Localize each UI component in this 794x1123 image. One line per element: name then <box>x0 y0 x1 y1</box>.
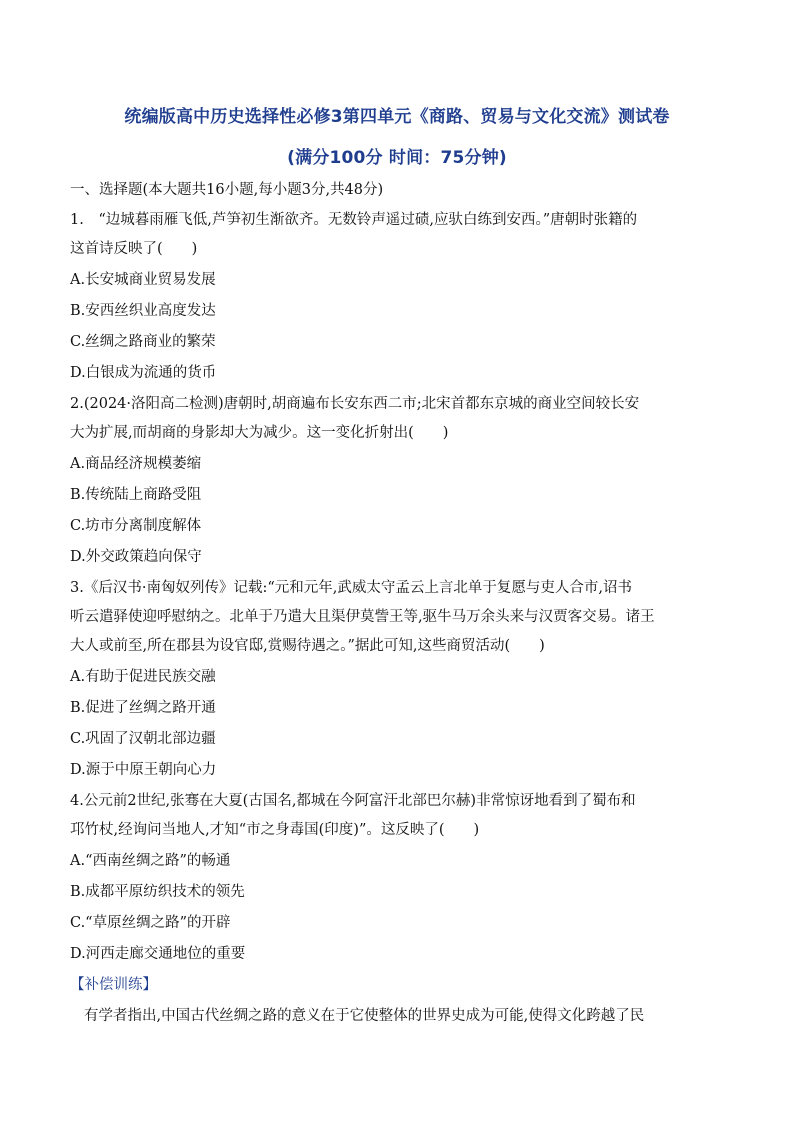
question-line: 1. “边城暮雨雁飞低,芦笋初生渐欲齐。无数铃声遥过碛,应驮白练到安西。”唐朝时张籍的 <box>70 212 638 228</box>
option-d: D.白银成为流通的货币 <box>70 365 217 381</box>
document-title: 统编版高中历史选择性必修3第四单元《商路、贸易与文化交流》测试卷 <box>124 107 670 127</box>
question-line: 4.公元前2世纪,张骞在大夏(古国名,都城在今阿富汗北部巴尔赫)非常惊讶地看到了蜀布和 <box>70 793 636 809</box>
supplement-paragraph: 有学者指出,中国古代丝绸之路的意义在于它使整体的世界史成为可能,使得文化跨越了民 <box>84 1008 645 1024</box>
question-line: 3.《后汉书·南匈奴列传》记载:“元和元年,武威太守孟云上言北单于复愿与吏人合市,诏书 <box>70 580 632 596</box>
option-d: D.河西走廊交通地位的重要 <box>70 946 246 962</box>
option-a: A.长安城商业贸易发展 <box>70 272 216 288</box>
option-d: D.外交政策趋向保守 <box>70 549 202 565</box>
option-d: D.源于中原王朝向心力 <box>70 762 217 778</box>
option-c: C.丝绸之路商业的繁荣 <box>70 334 216 350</box>
option-a: A.“西南丝绸之路”的畅通 <box>70 853 231 869</box>
option-b: B.安西丝织业高度发达 <box>70 303 216 319</box>
supplement-label: 【补偿训练】 <box>70 977 157 993</box>
question-line: 2.(2024·洛阳高二检测)唐朝时,胡商遍布长安东西二市;北宋首都东京城的商业空间较长安 <box>70 396 640 412</box>
option-b: B.传统陆上商路受阻 <box>70 487 202 503</box>
option-a: A.有助于促进民族交融 <box>70 669 216 685</box>
option-b: B.促进了丝绸之路开通 <box>70 700 216 716</box>
question-3 <box>70 578 724 780</box>
question-line: 这首诗反映了( ) <box>70 241 198 257</box>
section-heading: 一、选择题(本大题共16小题,每小题3分,共48分) <box>70 182 384 198</box>
question-2 <box>70 394 724 567</box>
option-c: C.坊市分离制度解体 <box>70 518 202 534</box>
question-line: 大人或前至,所在郡县为设官邸,赏赐待遇之。”据此可知,这些商贸活动( ) <box>70 638 545 654</box>
question-line: 听云遣驿使迎呼慰纳之。北单于乃遣大且渠伊莫訾王等,驱牛马万余头来与汉贾客交易。诸王 <box>70 609 655 625</box>
option-c: C.“草原丝绸之路”的开辟 <box>70 915 231 931</box>
option-b: B.成都平原纺织技术的领先 <box>70 884 245 900</box>
option-c: C.巩固了汉朝北部边疆 <box>70 731 216 747</box>
question-1 <box>70 210 724 383</box>
question-line: 邛竹杖,经询问当地人,才知“市之身毒国(印度)”。这反映了( ) <box>70 822 480 838</box>
question-line: 大为扩展,而胡商的身影却大为减少。这一变化折射出( ) <box>70 425 449 441</box>
document-subtitle: (满分100分 时间：75分钟) <box>287 148 507 168</box>
option-a: A.商品经济规模萎缩 <box>70 456 202 472</box>
question-4 <box>70 791 724 964</box>
